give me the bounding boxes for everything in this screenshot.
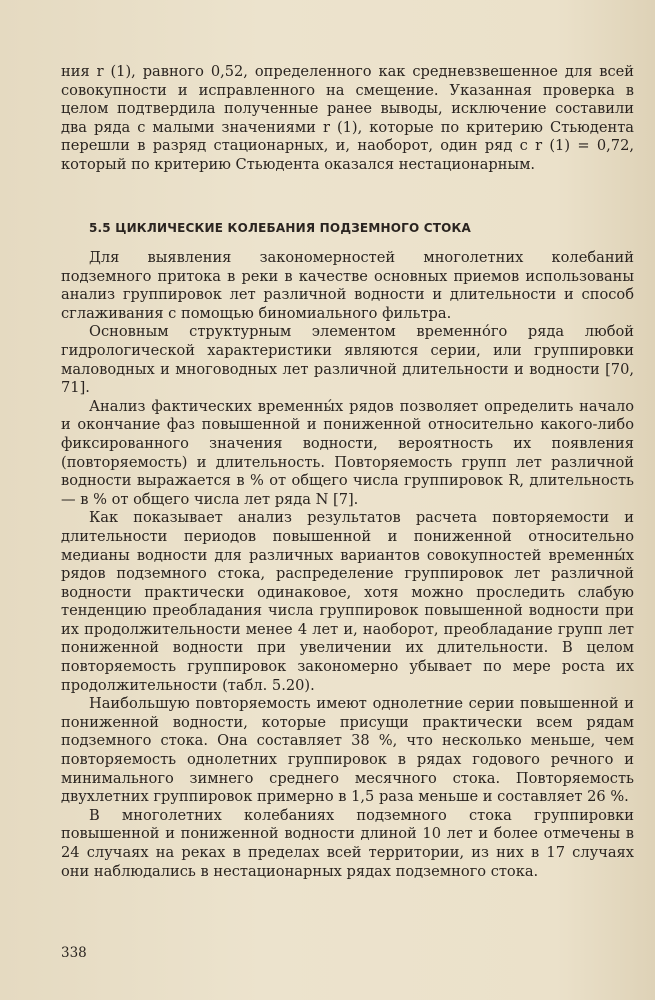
paragraph: В многолетних колебаниях подземного стока группировки повышенной и пониженной водности длиной 10 лет и более отмечены в 24 случаях на реках в пределах всей территории, из них в 17 случаях они наблюдались в нестационарных рядах подземного стока. [61, 806, 634, 880]
section-body [61, 249, 634, 881]
paragraph: Наибольшую повторяемость имеют однолетние серии повышенной и пониженной водности, которые присущи практически всем рядам подземного стока. Она составляет 38 %, что несколько меньше, чем повторяемость однолетних группировок в рядах годового речного и минимального зимнего среднего месячного стока. Повторяемость двухлетних группировок примерно в 1,5 раза меньше и составляет 26 %. [61, 695, 634, 806]
paragraph: Для выявления закономерностей многолетних колебаний подземного притока в реки в качестве основных приемов использованы анализ группировок лет различной водности и длительности и способ сглаживания с помощью биномиального фильтра. [61, 249, 634, 322]
page-number: 338 [61, 945, 87, 961]
paragraph: Основным структурным элементом временно́го ряда любой гидрологической характеристики являются серии, или группировки маловодных и многоводных лет различной длительности и водности [70, 71]. [61, 323, 634, 397]
paragraph: Анализ фактических временны́х рядов позволяет определить начало и окончание фаз повышенной и пониженной относительно какого-либо фиксированного значения водности, вероятность их появления (повторяемость) и длительность. Повторяемость групп лет различной водности выражается в % от общего числа группировок R, длительность — в % от общего числа лет ряда N [7]. [61, 397, 634, 508]
intro-text-block [61, 63, 634, 175]
paragraph: Как показывает анализ результатов расчета повторяемости и длительности периодов повышенной и пониженной относительно медианы водности для различных вариантов совокупностей временны́х рядов подземного стока, распределение группировок лет различной водности практически одинаковое, хотя можно проследить слабую тенденцию преобладания числа группировок повышенной водности при их продолжительности менее 4 лет и, наоборот, преобладание групп лет пониженной водности при увеличении их длительности. В целом повторяемость группировок закономерно убывает по мере роста их продолжительности (табл. 5.20). [61, 509, 634, 694]
intro-paragraph: ния r (1), равного 0,52, определенного как средневзвешенное для всей совокупности и исправленного на смещение. Указанная проверка в целом подтвердила полученные ранее выводы, исключение составили два ряда с малыми значениями r (1), которые по критерию Стьюдента перешли в разряд стационарных, и, наоборот, один ряд с r (1) = 0,72, который по критерию Стьюдента оказался нестационарным. [61, 63, 634, 173]
section-heading: 5.5 ЦИКЛИЧЕСКИЕ КОЛЕБАНИЯ ПОДЗЕМНОГО СТОКА [89, 221, 472, 235]
